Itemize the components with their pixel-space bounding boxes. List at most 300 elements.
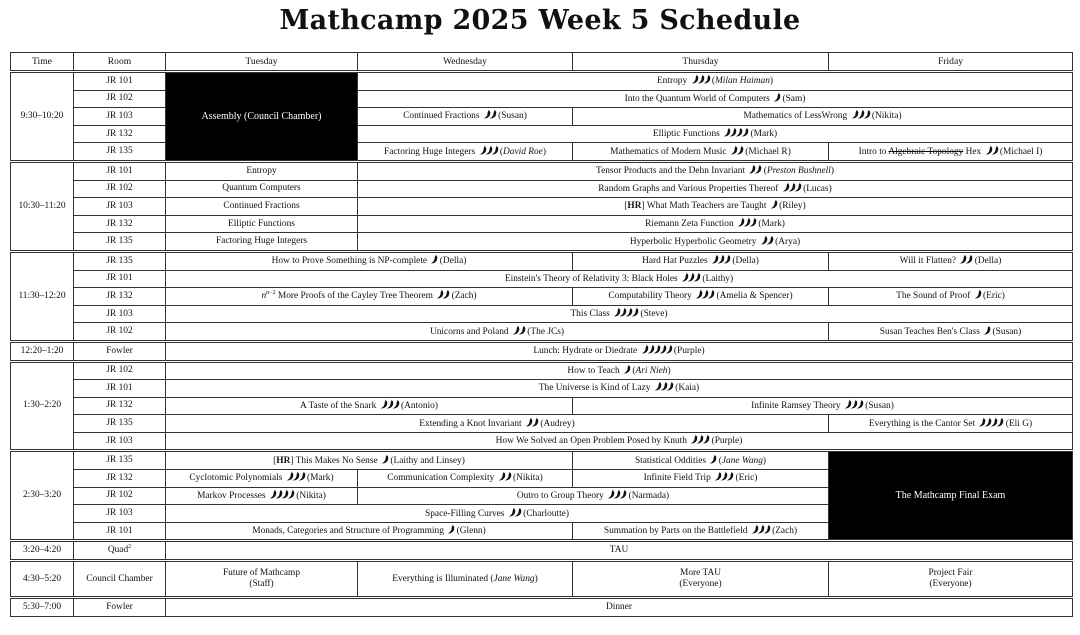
room-label: Fowler (106, 601, 133, 612)
chili-pepper-rating (760, 235, 772, 249)
chili-pepper-icon (442, 292, 448, 302)
instructor-name: Susan (995, 326, 1019, 337)
room-cell (74, 180, 166, 198)
class-title: How We Solved an Open Problem Posed by Knuth (495, 436, 687, 447)
instructor-name: Riley (782, 201, 803, 212)
header-tuesday: Tuesday (166, 53, 358, 72)
room-label: JR 132 (106, 290, 133, 301)
chili-pepper-icon (392, 402, 398, 412)
schedule-row (11, 397, 1073, 415)
chili-pepper-rating (447, 524, 453, 538)
time-label: 5:30–7:00 (22, 601, 62, 612)
class-title: Continued Fractions (403, 111, 480, 122)
class-title: Infinite Field Trip (643, 473, 711, 484)
room-label: JR 101 (106, 165, 133, 176)
schedule-row (11, 233, 1073, 252)
class-title: Summation by Parts on the Battlefield (603, 526, 748, 537)
time-slot (11, 541, 74, 561)
class-title: Unicorns and Poland (429, 326, 509, 337)
chili-pepper-icon (703, 77, 709, 87)
instructor-name: Susan (501, 111, 524, 122)
class-title: Computability Theory (608, 291, 692, 302)
schedule-row (11, 251, 1073, 270)
time-slot (11, 598, 74, 617)
class-title: Mathematics of LessWrong (743, 111, 848, 122)
time-label: 10:30–11:20 (18, 200, 66, 211)
instructor-name: Nikita (516, 473, 540, 484)
instructor-name: Milan Haiman (714, 76, 770, 87)
class-title: Entropy (246, 165, 277, 176)
instructor-name: Sam (785, 93, 803, 104)
class-title: A Taste of the Snark (300, 400, 377, 411)
class-title: Dinner (605, 601, 633, 612)
chili-pepper-icon (619, 492, 625, 502)
class-title: Riemann Zeta Function (645, 219, 734, 230)
block-event (166, 72, 358, 162)
chili-pepper-rating (512, 325, 524, 339)
instructor-name: Eric (738, 473, 755, 484)
schedule-row (11, 72, 1073, 91)
chili-pepper-icon (754, 167, 760, 177)
chili-pepper-icon (631, 310, 637, 320)
class-title: Communication Complexity (387, 473, 495, 484)
math-base: n (261, 291, 267, 302)
instructor-name: Della (977, 256, 999, 267)
room-label: JR 102 (106, 326, 133, 337)
instructor-name: Michael R (748, 146, 788, 157)
instructor-name: Zach (775, 526, 794, 537)
class-cell: Hard Hat Puzzles (Della) (573, 251, 829, 270)
schedule-row (11, 288, 1073, 306)
class-cell: $n^{n-2}$ More Proofs of the Cayley Tree Theorem (Zach) (166, 288, 573, 306)
chili-pepper-rating (709, 454, 715, 468)
class-title: Einstein's Theory of Relativity 3: Black Holes (504, 273, 678, 284)
chili-pepper-rating (985, 145, 997, 159)
room-label: JR 135 (106, 236, 133, 247)
room-cell (74, 341, 166, 361)
room-cell (74, 198, 166, 216)
time-slot (11, 561, 74, 598)
class-cell: Infinite Field Trip (Eric) (573, 470, 829, 488)
chili-pepper-rating (483, 109, 495, 123)
chili-pepper-rating (959, 254, 971, 268)
time-slot (11, 451, 74, 541)
chili-pepper-icon (991, 148, 997, 158)
class-title: Future of Mathcamp (222, 568, 301, 579)
class-title: Lunch: Hydrate or Diedrate (533, 346, 638, 357)
instructor-name: Mark (753, 129, 774, 140)
schedule-row (11, 451, 1073, 470)
class-cell: Factoring Huge Integers (David Roe) (358, 143, 573, 162)
class-cell: Entropy (Milan Haiman) (358, 72, 1073, 91)
time-label: 2:30–3:20 (22, 490, 62, 501)
room-label: JR 101 (106, 75, 133, 86)
room-label: JR 135 (106, 455, 133, 466)
schedule-row (11, 180, 1073, 198)
block-event-label: The Mathcamp Final Exam (895, 490, 1006, 502)
time-label: 1:30–2:20 (22, 400, 62, 411)
chili-pepper-icon (749, 220, 755, 230)
class-title: How to Teach (567, 365, 620, 376)
schedule-body (11, 72, 1073, 617)
class-title: Factoring Huge Integers (215, 236, 308, 247)
instructor-name: Purple (677, 346, 702, 357)
time-slot (11, 341, 74, 361)
chili-pepper-icon (707, 292, 713, 302)
class-cell (166, 598, 1073, 617)
chili-pepper-rating (681, 272, 699, 286)
room-cell (74, 397, 166, 415)
class-cell: [HR] This Makes No Sense (Laithy and Linsey) (166, 451, 573, 470)
time-label: 12:20–1:20 (20, 345, 64, 356)
class-title: Hard Hat Puzzles (642, 256, 708, 267)
room-cell (74, 72, 166, 91)
instructor-name: Amelia & Spencer (719, 291, 790, 302)
chili-pepper-rating (851, 109, 869, 123)
chili-pepper-rating (479, 145, 497, 159)
room-label: JR 132 (106, 400, 133, 411)
block-event-label: Assembly (Council Chamber) (201, 110, 322, 122)
class-cell (166, 180, 358, 198)
schedule-row (11, 323, 1073, 342)
chili-pepper-icon (531, 420, 537, 430)
room-cell (74, 288, 166, 306)
class-title: Random Graphs and Various Properties Thereof (598, 183, 779, 194)
class-cell: Mathematics of Modern Music (Michael R) (573, 143, 829, 162)
class-cell: Extending a Knot Invariant (Audrey) (166, 415, 829, 433)
chili-pepper-icon (665, 347, 671, 357)
instructor-name: Laithy and Linsey (393, 455, 462, 466)
class-title: Into the Quantum World of Computers (624, 93, 770, 104)
class-cell: Mathematics of LessWrong (Nikita) (573, 108, 1073, 126)
instructor-name: Mark (310, 473, 331, 484)
chili-pepper-rating (613, 307, 637, 321)
class-cell: A Taste of the Snark (Antonio) (166, 397, 573, 415)
room-cell (74, 270, 166, 288)
chili-pepper-rating (691, 74, 709, 88)
class-title-prefix: Intro to (858, 146, 887, 157)
class-title: More Proofs of the Cayley Tree Theorem (277, 291, 433, 302)
block-event (829, 451, 1073, 541)
class-title: Tensor Products and the Dehn Invariant (596, 166, 746, 177)
class-cell: Infinite Ramsey Theory (Susan) (573, 397, 1073, 415)
chili-pepper-icon (763, 527, 769, 537)
room-superscript: 2 (128, 544, 132, 551)
class-cell: Hyperbolic Hyperbolic Geometry (Arya) (358, 233, 1073, 252)
room-label: JR 103 (106, 435, 133, 446)
class-cell: Computability Theory (Amelia & Spencer) (573, 288, 829, 306)
class-cell: Space-Filling Curves (Charloutte) (166, 505, 829, 523)
class-cell: Intro to Algebraic Topology Hex (Michael I) (829, 143, 1073, 162)
class-cell: Communication Complexity (Nikita) (358, 470, 573, 488)
class-title: Elliptic Functions (228, 218, 295, 229)
room-label: JR 101 (106, 382, 133, 393)
room-cell (74, 380, 166, 398)
header-row (11, 53, 1073, 72)
class-title: Everything is Illuminated (392, 573, 489, 584)
header-time: Time (11, 53, 74, 72)
chili-pepper-rating (695, 289, 713, 303)
class-cell: Tensor Products and the Dehn Invariant (Preston Bushnell) (358, 161, 1073, 180)
instructor-name: Preston Bushnell (766, 166, 831, 177)
instructor-name: Laithy (705, 273, 730, 284)
room-cell (74, 143, 166, 162)
chili-pepper-rating (381, 454, 387, 468)
instructor-name: Della (442, 256, 464, 267)
chili-pepper-icon (996, 420, 1002, 430)
class-cell: Susan Teaches Ben's Class (Susan) (829, 323, 1073, 342)
chili-pepper-icon (430, 257, 436, 267)
chili-pepper-icon (723, 257, 729, 267)
schedule-row (11, 270, 1073, 288)
chili-pepper-icon (856, 402, 862, 412)
room-cell (74, 561, 166, 598)
hr-tag: HR (276, 455, 291, 466)
chili-pepper-icon (983, 328, 989, 338)
schedule-row (11, 380, 1073, 398)
instructor-name: Nikita (875, 111, 899, 122)
schedule-row (11, 161, 1073, 180)
class-cell: How to Teach (Ari Nieh) (166, 361, 1073, 380)
chili-pepper-rating (773, 92, 779, 106)
time-slot (11, 251, 74, 341)
schedule-row (11, 361, 1073, 380)
room-cell (74, 487, 166, 505)
class-cell: The Sound of Proof (Eric) (829, 288, 1073, 306)
instructor-name: Jane Wang (721, 455, 763, 466)
header-thursday: Thursday (573, 53, 829, 72)
chili-pepper-rating (380, 399, 398, 413)
chili-pepper-rating (498, 471, 510, 485)
class-cell: Lunch: Hydrate or Diedrate (Purple) (166, 341, 1073, 361)
room-cell (74, 505, 166, 523)
class-cell: Riemann Zeta Function (Mark) (358, 215, 1073, 233)
instructor-name: Susan (868, 400, 891, 411)
schedule-row (11, 561, 1073, 598)
class-cell: Everything is the Cantor Set (Eli G) (829, 415, 1073, 433)
class-subtitle: (Everyone) (929, 579, 972, 590)
class-title: Factoring Huge Integers (384, 146, 476, 157)
room-label: JR 102 (106, 365, 133, 376)
class-cell: Random Graphs and Various Properties Thereof (Lucas) (358, 180, 1073, 198)
class-title: Continued Fractions (223, 200, 300, 211)
instructor-name: Eli G (1008, 418, 1029, 429)
instructor-name: Ari Nieh (635, 365, 668, 376)
chili-pepper-rating (782, 182, 800, 196)
room-label: JR 102 (106, 93, 133, 104)
chili-pepper-rating (508, 507, 520, 521)
header-wednesday: Wednesday (358, 53, 573, 72)
schedule-row (11, 198, 1073, 216)
chili-pepper-icon (741, 130, 747, 140)
class-title: Will it Flatten? (899, 256, 957, 267)
instructor-name: Arya (778, 236, 797, 247)
schedule-row (11, 415, 1073, 433)
room-cell (74, 432, 166, 451)
schedule-row (11, 432, 1073, 451)
class-title: Space-Filling Curves (425, 508, 505, 519)
schedule-row (11, 215, 1073, 233)
instructor-name: Steve (643, 309, 665, 320)
chili-pepper-rating (983, 325, 989, 339)
class-title: Everything is the Cantor Set (868, 418, 976, 429)
chili-pepper-rating (436, 289, 448, 303)
instructor-name: Antonio (404, 400, 435, 411)
chili-pepper-rating (286, 471, 304, 485)
class-cell (166, 215, 358, 233)
chili-pepper-icon (623, 367, 629, 377)
room-label: JR 102 (106, 183, 133, 194)
room-cell (74, 251, 166, 270)
hr-tag: HR (627, 201, 642, 212)
time-label: 9:30–10:20 (20, 110, 64, 121)
room-label: JR 132 (106, 128, 133, 139)
time-slot (11, 361, 74, 451)
class-title: TAU (609, 545, 629, 556)
class-cell: [HR] What Math Teachers are Taught (Riley) (358, 198, 1073, 216)
schedule-row (11, 598, 1073, 617)
time-label: 4:30–5:20 (22, 573, 62, 584)
room-cell (74, 305, 166, 323)
chili-pepper-rating (978, 417, 1002, 431)
instructor-name: Michael I (1003, 146, 1040, 157)
chili-pepper-rating (844, 399, 862, 413)
time-label: 11:30–12:20 (18, 290, 66, 301)
chili-pepper-rating (623, 364, 629, 378)
class-title: Extending a Knot Invariant (419, 418, 522, 429)
chili-pepper-rating (641, 344, 671, 358)
room-label: Fowler (106, 345, 133, 356)
room-label: JR 135 (106, 255, 133, 266)
chili-pepper-rating (751, 524, 769, 538)
instructor-name: The JCs (530, 326, 561, 337)
schedule-row (11, 541, 1073, 561)
time-slot (11, 161, 74, 251)
room-label: JR 132 (106, 218, 133, 229)
class-title: Cyclotomic Polynomials (189, 473, 283, 484)
room-cell (74, 233, 166, 252)
instructor-name: Purple (714, 436, 740, 447)
chili-pepper-rating (269, 489, 293, 503)
class-cell: Markov Processes (Nikita) (166, 487, 358, 505)
class-title: Monads, Categories and Structure of Programming (252, 526, 444, 537)
header-friday: Friday (829, 53, 1073, 72)
class-subtitle: (Everyone) (679, 579, 722, 590)
instructor-name: Narmada (631, 490, 667, 501)
room-label: JR 103 (106, 508, 133, 519)
class-cell: Everything is Illuminated (Jane Wang) (358, 561, 573, 598)
class-title: The Universe is Kind of Lazy (538, 383, 651, 394)
room-label: JR 102 (106, 490, 133, 501)
chili-pepper-icon (504, 474, 510, 484)
instructor-name: Charloutte (526, 508, 566, 519)
header-room: Room (74, 53, 166, 72)
chili-pepper-icon (770, 202, 776, 212)
instructor-name: Mark (761, 219, 782, 230)
class-title: Quantum Computers (222, 183, 301, 194)
class-cell: Into the Quantum World of Computers (Sam) (358, 90, 1073, 108)
chili-pepper-icon (287, 492, 293, 502)
room-label: JR 103 (106, 308, 133, 319)
instructor-name: Lucas (806, 183, 829, 194)
class-cell (166, 541, 1073, 561)
room-label: JR 135 (106, 418, 133, 429)
room-label: JR 103 (106, 110, 133, 121)
chili-pepper-rating (723, 127, 747, 141)
chili-pepper-rating (714, 471, 732, 485)
class-cell (166, 198, 358, 216)
room-cell (74, 125, 166, 143)
class-title: What Math Teachers are Taught (646, 201, 767, 212)
room-label: JR 103 (106, 200, 133, 211)
chili-pepper-icon (702, 437, 708, 447)
instructor-name: David Roe (502, 146, 543, 157)
room-cell (74, 522, 166, 541)
instructor-name: Jane Wang (493, 573, 535, 584)
chili-pepper-icon (489, 112, 495, 122)
class-title: Project Fair (928, 568, 973, 579)
chili-pepper-rating (711, 254, 729, 268)
room-cell (74, 451, 166, 470)
class-title: Outro to Group Theory (516, 490, 604, 501)
chili-pepper-icon (726, 474, 732, 484)
room-label: JR 135 (106, 146, 133, 157)
class-cell (829, 561, 1073, 598)
chili-pepper-icon (794, 185, 800, 195)
class-cell: Outro to Group Theory (Narmada) (358, 487, 829, 505)
chili-pepper-rating (525, 417, 537, 431)
room-label: JR 101 (106, 525, 133, 536)
class-title: This Makes No Sense (295, 455, 378, 466)
time-slot (11, 72, 74, 162)
room-cell (74, 161, 166, 180)
chili-pepper-icon (974, 292, 980, 302)
page-title: Mathcamp 2025 Week 5 Schedule (279, 5, 801, 36)
chili-pepper-icon (766, 238, 772, 248)
class-cell (166, 161, 358, 180)
class-cell: This Class (Steve) (166, 305, 1073, 323)
class-cell: Elliptic Functions (Mark) (358, 125, 1073, 143)
chili-pepper-icon (965, 257, 971, 267)
schedule-row (11, 341, 1073, 361)
chili-pepper-icon (773, 95, 779, 105)
chili-pepper-icon (514, 510, 520, 520)
class-title: Hex (965, 146, 982, 157)
room-cell (74, 108, 166, 126)
chili-pepper-icon (447, 527, 453, 537)
class-cell (166, 233, 358, 252)
class-cell: Cyclotomic Polynomials (Mark) (166, 470, 358, 488)
chili-pepper-icon (693, 275, 699, 285)
room-label: JR 132 (106, 472, 133, 483)
chili-pepper-rating (737, 217, 755, 231)
class-title: Statistical Oddities (634, 455, 707, 466)
room-cell (74, 598, 166, 617)
chili-pepper-rating (974, 289, 980, 303)
instructor-name: Eric (986, 291, 1002, 302)
room-cell (74, 90, 166, 108)
class-cell: The Universe is Kind of Lazy (Kaia) (166, 380, 1073, 398)
class-title-struck: Algebraic Topology (888, 146, 964, 157)
instructor-name: Audrey (543, 418, 572, 429)
room-cell (74, 215, 166, 233)
room-label: Quad (107, 545, 129, 556)
time-label: 3:20–4:20 (22, 545, 62, 556)
class-title: Elliptic Functions (652, 129, 720, 140)
room-cell (74, 415, 166, 433)
chili-pepper-rating (748, 164, 760, 178)
class-title: Susan Teaches Ben's Class (879, 326, 980, 337)
